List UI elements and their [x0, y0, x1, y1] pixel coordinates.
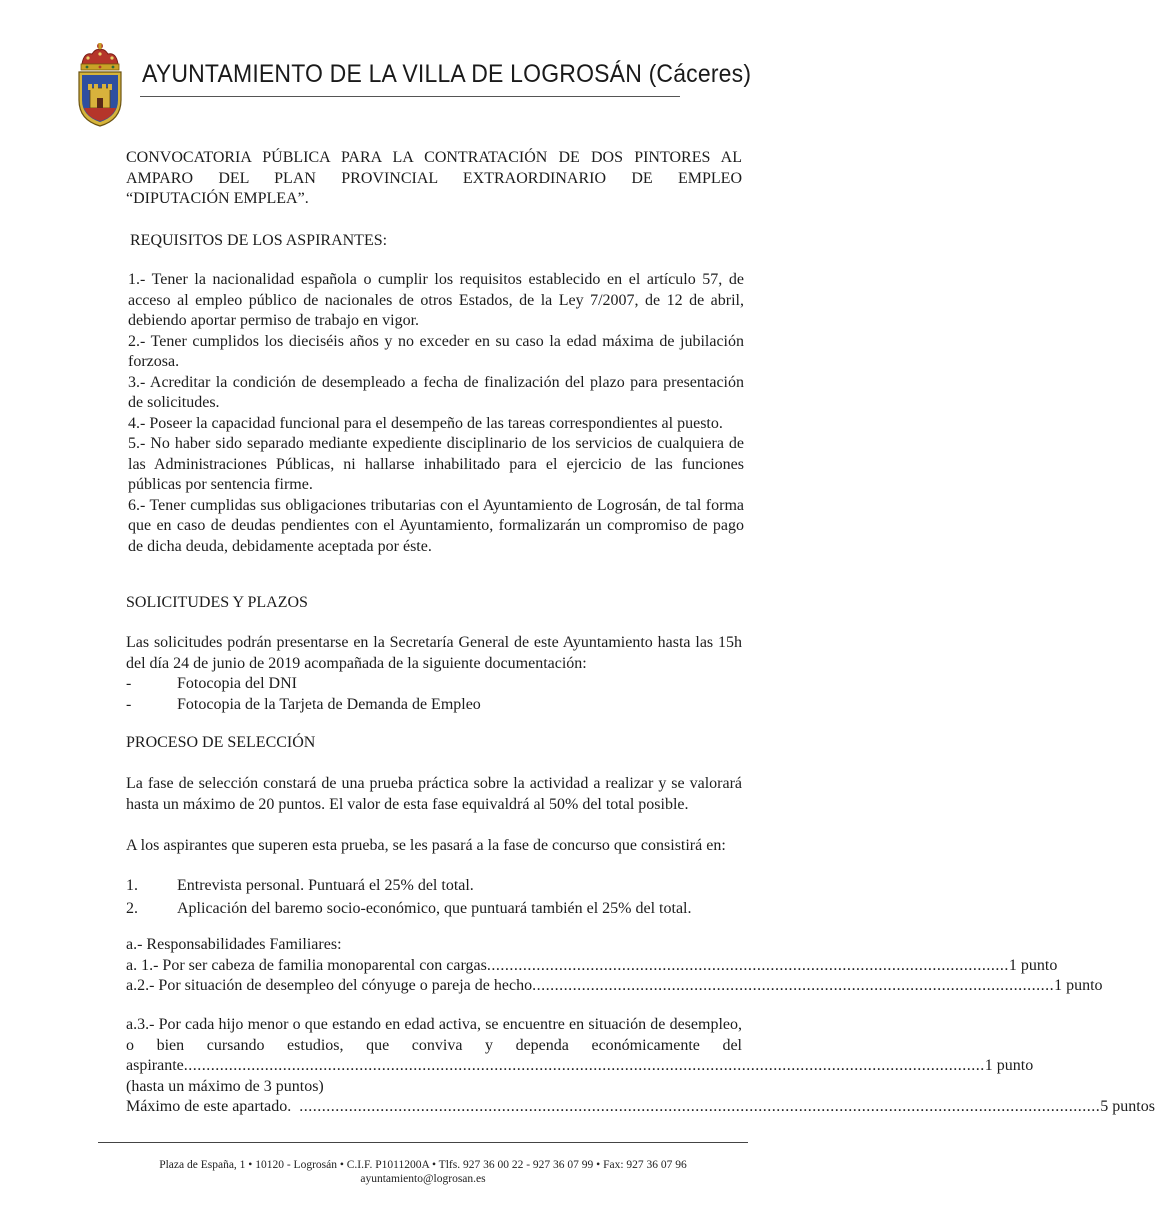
proceso-paragraph-2: A los aspirantes que superen esta prueba, se les pasará a la fase de concurso que consistirá en:	[126, 837, 726, 854]
doc-item-1	[126, 674, 744, 695]
doc-item-marker: -	[126, 695, 132, 713]
leader-dots: ....................................................................................................................	[532, 977, 1055, 994]
a3-description: a.3.- Por cada hijo menor o que estando en edad activa, se encuentre en situación de desempleo, o bien cursando estudios, que conviva y dependa económicamente del	[126, 1016, 742, 1054]
step-item-marker: 1.	[126, 877, 138, 894]
footer-divider	[98, 1142, 748, 1143]
requisitos-heading: REQUISITOS DE LOS ASPIRANTES:	[130, 232, 388, 249]
a3-max-note: (hasta un máximo de 3 puntos)	[126, 1077, 324, 1095]
footer-address: Plaza de España, 1 • 10120 - Logrosán • C.I.F. P1011200A • Tlfs. 927 36 00 22 - 927 36 07 99 • Fax: 927 36 07 96	[159, 1159, 687, 1171]
municipality-title: AYUNTAMIENTO DE LA VILLA DE LOGROSÁN (Cáceres)	[142, 60, 752, 88]
footer-email: ayuntamiento@logrosan.es	[360, 1173, 486, 1185]
step-item-2	[126, 899, 744, 920]
score-points: 1 punto	[984, 1057, 1034, 1074]
requisito-item-4: 4.- Poseer la capacidad funcional para el desempeño de las tareas correspondientes al puesto.	[128, 414, 723, 432]
score-label: a.2.- Por situación de desempleo del cónyuge o pareja de hecho	[126, 977, 533, 994]
requisitos-list	[128, 270, 744, 557]
score-points: 1 punto	[1054, 977, 1103, 994]
convocatoria-line-3: “DIPUTACIÓN EMPLEA”.	[126, 190, 309, 207]
score-row-a1	[126, 956, 1058, 977]
solicitudes-docs-list	[126, 674, 744, 715]
doc-item-text: Fotocopia de la Tarjeta de Demanda de Empleo	[177, 695, 481, 713]
score-row-a2	[126, 976, 1103, 997]
leader-dots: ..................................................................................................................................................................................	[183, 1057, 985, 1074]
doc-item-2	[126, 695, 744, 716]
responsabilidades-section	[126, 935, 1103, 997]
responsabilidades-heading: a.- Responsabilidades Familiares:	[126, 936, 342, 953]
score-points: 5 puntos	[1100, 1098, 1155, 1115]
doc-item-text: Fotocopia del DNI	[177, 675, 297, 692]
requisito-item-5: 5.- No haber sido separado mediante expediente disciplinario de los servicios de cualquiera de las Administraciones Públicas, ni hallarse inhabilitado para el ejercicio de las funciones públicas por sentencia firme.	[128, 435, 744, 493]
requisito-item-1: 1.- Tener la nacionalidad española o cumplir los requisitos establecido en el artículo 57, de acceso al empleo público de nacionales de otros Estados, de la Ley 7/2007, de 12 de abril, debiendo aportar permiso de trabajo en vigor.	[128, 271, 744, 329]
score-row-a3	[126, 1056, 1034, 1077]
proceso-heading: PROCESO DE SELECCIÓN	[126, 734, 316, 751]
proceso-paragraph-1: La fase de selección constará de una prueba práctica sobre la actividad a realizar y se valorará hasta un máximo de 20 puntos. El valor de esta fase equivaldrá al 50% del total posible.	[126, 775, 742, 813]
responsabilidades-a3	[126, 1015, 1155, 1118]
convocatoria-title	[126, 148, 742, 210]
step-item-marker: 2.	[126, 899, 138, 917]
step-item-text: Aplicación del baremo socio-económico, que puntuará también el 25% del total.	[177, 899, 692, 917]
score-points: 1 punto	[1008, 956, 1058, 974]
proceso-steps-list	[126, 876, 744, 919]
score-label: Máximo de este apartado.	[126, 1098, 292, 1115]
requisito-item-6: 6.- Tener cumplidas sus obligaciones tributarias con el Ayuntamiento de Logrosán, de tal forma que en caso de deudas pendientes con el Ayuntamiento, formalizarán un compromiso de pago de dicha deuda, debidamente aceptada por éste.	[128, 496, 744, 555]
convocatoria-line-2: AMPARO DEL PLAN PROVINCIAL EXTRAORDINARIO DE EMPLEO	[126, 169, 742, 187]
leader-dots: ....................................................................................................................	[486, 956, 1009, 974]
solicitudes-heading: SOLICITUDES Y PLAZOS	[126, 594, 308, 611]
requisito-item-3: 3.- Acreditar la condición de desempleado a fecha de finalización del plazo para presentación de solicitudes.	[128, 373, 744, 411]
score-row-max	[126, 1097, 1155, 1118]
step-item-1	[126, 876, 744, 897]
step-item-text: Entrevista personal. Puntuará el 25% del total.	[177, 877, 474, 894]
footer-contact	[98, 1158, 748, 1186]
header-underline	[140, 96, 680, 97]
score-label: aspirante	[126, 1057, 184, 1074]
leader-dots: ..................................................................................................................................................................................	[299, 1098, 1101, 1115]
doc-item-marker: -	[126, 675, 132, 692]
requisito-item-2: 2.- Tener cumplidos los dieciséis años y no exceder en su caso la edad máxima de jubilación forzosa.	[128, 332, 744, 370]
convocatoria-line-1: CONVOCATORIA PÚBLICA PARA LA CONTRATACIÓN DE DOS PINTORES AL	[126, 149, 742, 166]
score-label: a. 1.- Por ser cabeza de familia monoparental con cargas	[126, 956, 487, 974]
solicitudes-text: Las solicitudes podrán presentarse en la Secretaría General de este Ayuntamiento hasta las 15h del día 24 de junio de 2019 acompañada de la siguiente documentación:	[126, 634, 742, 672]
coat-of-arms-icon	[72, 40, 128, 128]
